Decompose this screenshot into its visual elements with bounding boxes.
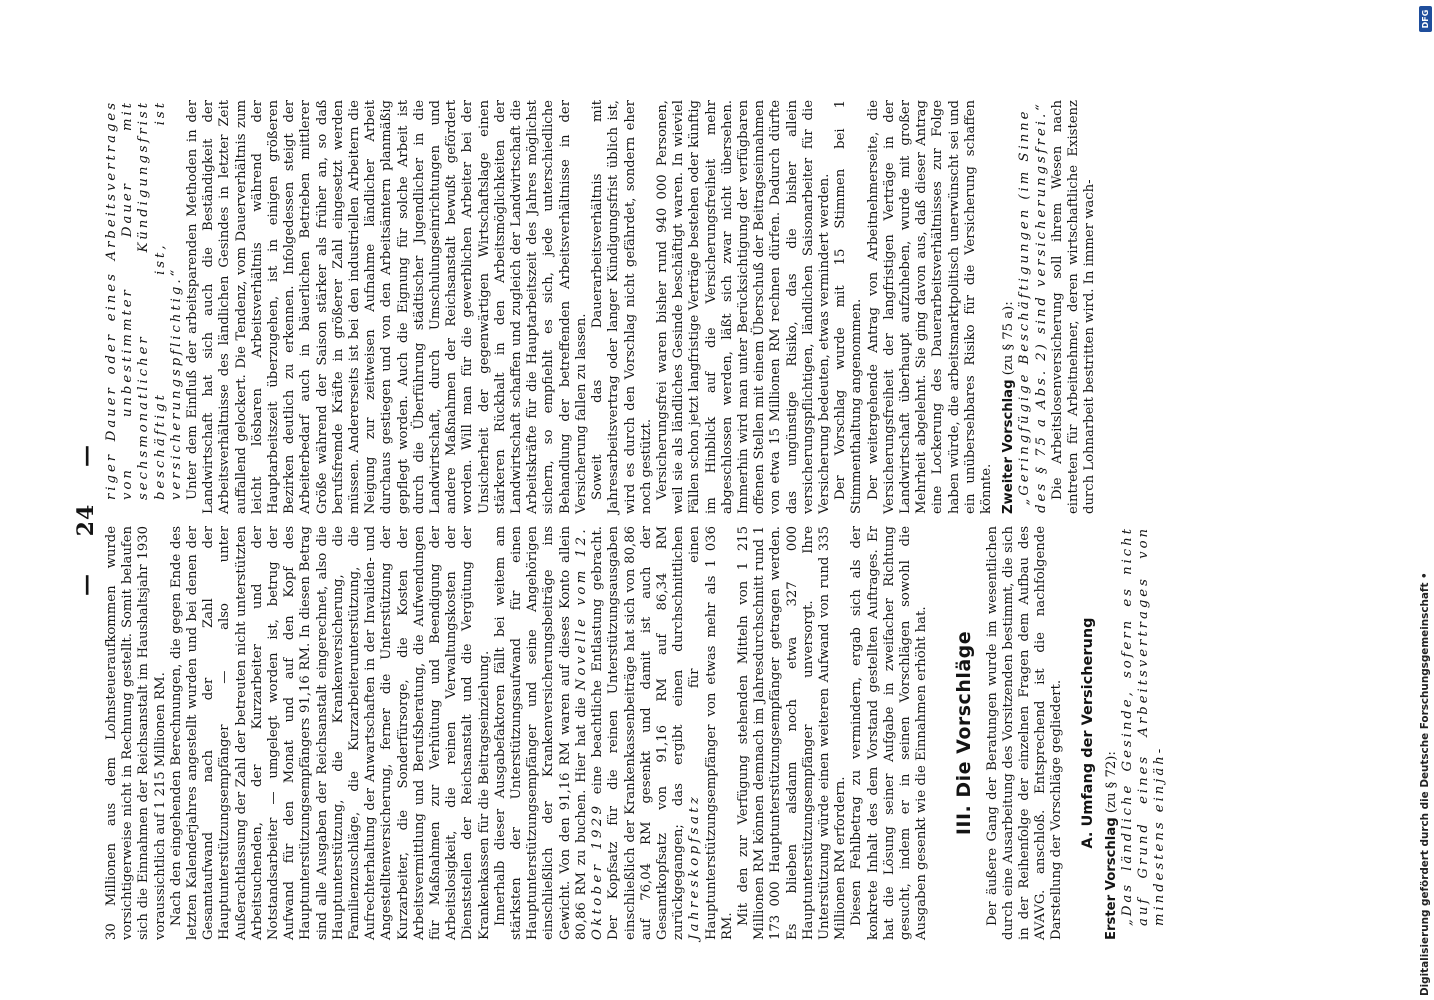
paragraph: Der weitergehende Antrag von Arbeitnehmerseite, die Versicherungsfreiheit der langfristigen Verträge in der Landwirtschaft überhaupt aufzuheben, wurde mit großer Mehrheit abgelehnt. Sie ging davon aus, daß dieser Antrag eine Lockerung des Dauerarbeitsverhältnisses zur Folge haben würde, die arbeitsmarktpolitisch unerwünscht sei und ein unübersehbares Risiko für die Versicherung schaffen könnte. — [865, 100, 994, 514]
document-page — [60, 90, 1168, 950]
proposal-label: Erster Vorschlag — [1103, 817, 1119, 940]
paragraph: Der äußere Gang der Beratungen wurde im wesentlichen durch eine Ausarbeitung des Vorsitzenden bestimmt, die sich in der Reihenfolge der einzelnen Fragen dem Aufbau des AVAVG. anschloß. Entsprechend ist die nachfolgende Darstellung der Vorschläge gegliedert. — [984, 526, 1065, 940]
subsection-title: A. Umfang der Versicherung — [1079, 617, 1096, 849]
section-title: III. Die Vorschläge — [953, 630, 976, 836]
proposal-quote: „Geringfügige Beschäftigungen (im Sinne des § 75 a Abs. 2) sind versicherungsfrei.“ — [1017, 101, 1049, 513]
proposal-quote: „Das ländliche Gesinde, sofern es nicht auf Grund eines Arbeitsvertrages von mindestens einjäh- — [1119, 526, 1168, 926]
proposal-quote-continued: riger Dauer oder eines Arbeitsvertrages von unbestimmter Dauer mit sechsmonatlicher Kündigungsfrist beschäftigt ist, ist versicherungspflichtig.“ — [104, 100, 184, 500]
paragraph: Der Vorschlag wurde mit 15 Stimmen bei 1 Stimmenthaltung angenommen. — [833, 100, 865, 514]
paragraph: Soweit das Dauerarbeitsverhältnis mit Jahresarbeitsvertrag oder langer Kündigungsfrist üblich ist, wird es durch den Vorschlag nicht gefährdet, sondern eher noch gestützt. — [590, 100, 654, 514]
paragraph — [493, 526, 736, 940]
emphasized-text: Novelle vom 12. Oktober 1929 — [573, 526, 606, 940]
proposal-reference: (zu § 72): — [1103, 751, 1119, 814]
paragraph: 30 Millionen aus dem Lohnsteueraufkommen wurde vorsichtigerweise nicht in Rechnung gestellt. Somit belaufen sich die Einnahmen der Reichsanstalt im Haushaltsjahr 1930 voraussichtlich auf 1 215 Millionen RM. — [104, 526, 168, 940]
paragraph: Die Arbeitslosenversicherung soll ihrem Wesen nach eintreten für Arbeitnehmer, deren wirtschaftliche Existenz durch Lohnarbeit bestritten wird. In immer wach- — [1049, 100, 1098, 514]
proposal-heading — [1104, 526, 1120, 940]
proposal-heading — [1001, 100, 1017, 514]
left-column — [104, 526, 1168, 940]
proposal-reference: (zu § 75 a): — [1001, 301, 1017, 376]
paragraph: Versicherungsfrei waren bisher rund 940 000 Personen, weil sie als ländliches Gesinde beschäftigt waren. In wieviel Fällen schon jetzt langfristige Verträge bestehen oder künftig im Hinblick auf die Versicherungsfreiheit mehr abgeschlossen werden, läßt sich zwar nicht übersehen. Immerhin wird man unter Berücksichtigung der verfügbaren offenen Stellen mit einem Überschuß der Beitragseinnahmen von etwa 15 Millionen RM rechnen dürfen. Dadurch dürfte das ungünstige Risiko, das die bisher allein versicherungspflichtigen, ländlichen Saisonarbeiter für die Versicherung bedeuten, etwas vermindert werden. — [654, 100, 832, 514]
proposal-label: Zweiter Vorschlag — [1001, 379, 1017, 514]
header-dash-left: — — [73, 572, 99, 596]
text-run: eine beachtliche Entlastung gebracht. Der Kopfsatz für die reinen Unterstützungsausgaben einschließlich der Krankenkassenbeiträge hat sich von 80,86 auf 76,04 RM gesenkt und damit ist auch der Gesamtkopfsatz von 91,16 RM auf 86,34 RM zurückgegangen; das ergibt einen durchschnittlichen — [590, 526, 687, 940]
page-number: 24 — [73, 503, 99, 537]
page-header — [68, 100, 104, 940]
paragraph: Diesen Fehlbetrag zu vermindern, ergab sich als der konkrete Inhalt des dem Vorstand gestellten Auftrages. Er hat die Lösung seiner Aufgabe in zweifacher Richtung gesucht, indem er in seinen Vorschlägen sowohl die Ausgaben gesenkt wie die Einnahmen erhöht hat. — [849, 526, 930, 940]
paragraph: Unter dem Einfluß der arbeitsparenden Methoden in der Landwirtschaft hat sich auch die Beständigkeit der Arbeitsverhältnisse des ländlichen Gesindes in letzter Zeit auffallend gelockert. Die Tendenz, vom Dauerverhältnis zum leicht lösbaren Arbeitsverhältnis während der Hauptarbeitszeit überzugehen, ist in einigen größeren Bezirken deutlich zu erkennen. Infolgedessen steigt der Arbeiterbedarf auch in bäuerlichen Betrieben mittlerer Größe während der Saison stärker als früher an, so daß berufsfremde Kräfte in größerer Zahl eingesetzt werden müssen. Andererseits ist bei den industriellen Arbeitern die Neigung zur zeitweisen Aufnahme ländlicher Arbeit durchaus gestiegen und von den Arbeitsämtern planmäßig gepflegt worden. Auch die Eignung für solche Arbeit ist durch die Überführung städtischer Jugendlicher in die Landwirtschaft, durch Umschulungseinrichtungen und andere Maßnahmen der Reichsanstalt bewußt gefördert worden. Will man für die gewerblichen Arbeiter bei der Unsicherheit der gegenwärtigen Wirtschaftslage einen stärkeren Rückhalt in den Arbeitsmöglichkeiten der Landwirtschaft schaffen und zugleich der Landwirtschaft die Arbeitskräfte für die Hauptarbeitszeit des Jahres möglichst sichern, so empfiehlt es sich, jede unterschiedliche Behandlung der betreffenden Arbeitsverhältnisse in der Versicherung fallen zu lassen. — [185, 100, 589, 514]
text-columns — [104, 100, 1168, 940]
dfg-logo — [1419, 6, 1432, 32]
paragraph: Mit den zur Verfügung stehenden Mitteln von 1 215 Millionen RM können demnach im Jahresdurchschnitt rund 1 173 000 Hauptunterstützungsempfänger getragen werden. Es blieben alsdann noch etwa 327 000 Hauptunterstützungsempfänger unversorgt. Ihre Unterstützung würde einen weiteren Aufwand von rund 335 Millionen RM erfordern. — [735, 526, 849, 940]
emphasized-text: Jahreskopfsatz — [687, 793, 703, 940]
right-column — [104, 100, 1144, 514]
header-dash-right: — — [73, 444, 99, 468]
credit-text: Digitalisierung gefördert durch die Deutsche Forschungsgemeinschaft • — [1419, 572, 1431, 996]
dfg-logo-text: DFG — [1421, 9, 1430, 29]
text-run: für einen Hauptunterstützungsempfänger von etwas mehr als 1 036 RM. — [687, 526, 735, 940]
text-run: Innerhalb dieser Ausgabefaktoren fällt bei weitem am stärksten der Unterstützungsaufwand für einen Hauptunterstützungsempfänger und seine Angehörigen einschließlich der Krankenversicherungsbeiträge ins Gewicht. Von den 91,16 RM waren auf dieses Konto allein 80,86 RM zu buchen. Hier hat die — [492, 526, 589, 940]
paragraph: Nach den eingehenden Berechnungen, die gegen Ende des letzten Kalenderjahres angestellt wurden und bei denen der Gesamtaufwand nach der Zahl der Hauptunterstützungsempfänger — also unter Außerachtlassung der Zahl der betreuten nicht unterstützten Arbeitsuchenden, der Kurzarbeiter und der Notstandsarbeiter — umgelegt worden ist, betrug der Aufwand für den Monat und auf den Kopf des Hauptunterstützungsempfängers 91,16 RM. In diesen Betrag sind alle Ausgaben der Reichsanstalt eingerechnet, also die Hauptunterstützung, die Krankenversicherung, die Familienzuschläge, die Kurzarbeiterunterstützung, die Aufrechterhaltung der Anwartschaften in der Invaliden- und Angestelltenversicherung, ferner die Unterstützung der Kurzarbeiter, die Sonderfürsorge, die Kosten der Arbeitsvermittlung und Berufsberatung, die Aufwendungen für Maßnahmen zur Verhütung und Beendigung der Arbeitslosigkeit, die reinen Verwaltungskosten der Dienststellen der Reichsanstalt und die Vergütung der Krankenkassen für die Beitragseinziehung. — [168, 526, 492, 940]
digitization-credit — [1419, 396, 1431, 996]
